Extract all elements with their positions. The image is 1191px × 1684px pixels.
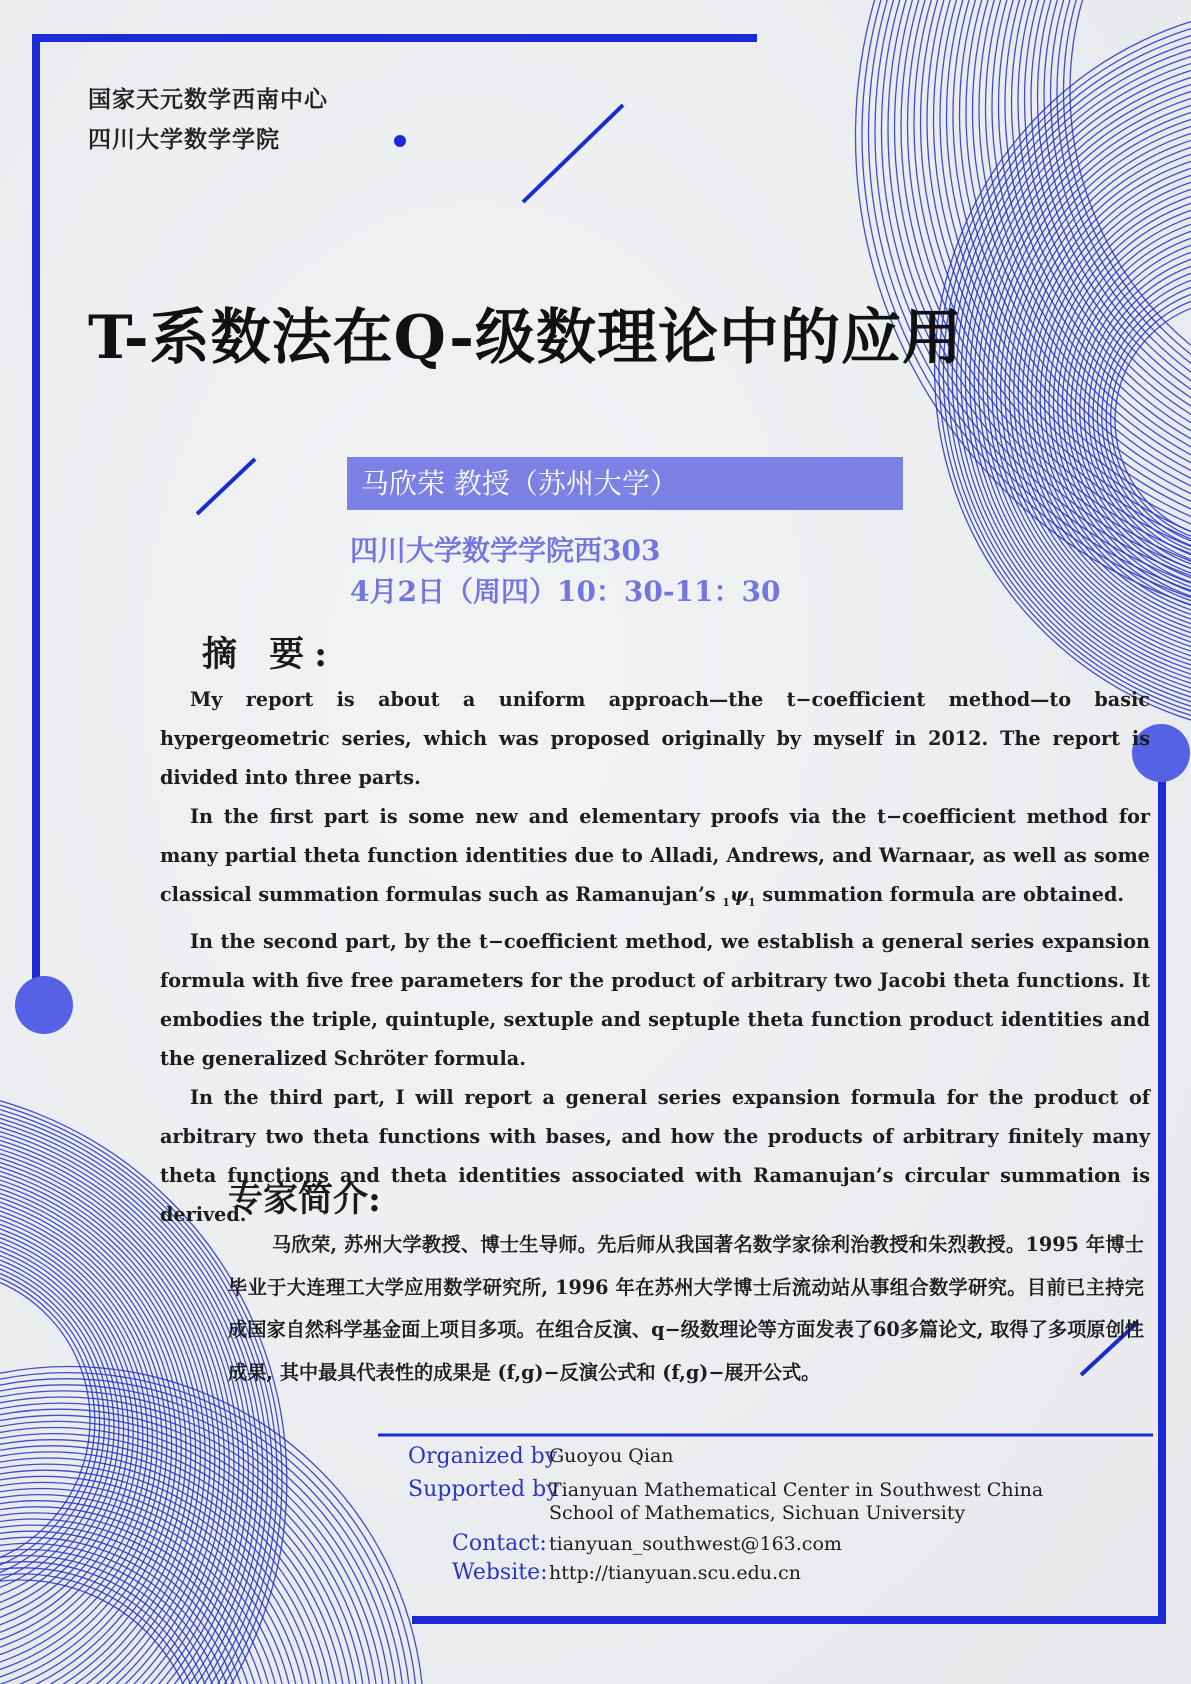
venue-location: 四川大学数学学院西303 bbox=[350, 534, 661, 567]
supported-by-value-2: School of Mathematics, Sichuan University bbox=[549, 1502, 966, 1524]
abstract-paragraph-4: In the third part, I will report a general series expansion formula for the product of arbitrary two theta functions with bases, and how the products of arbitrary finitely many theta functions and theta identities associated with Ramanujan’s circular summation is derived. bbox=[160, 1085, 1150, 1226]
slash-top bbox=[523, 105, 623, 202]
psi-right-subscript: 1 bbox=[748, 895, 756, 909]
abstract-body bbox=[160, 680, 1150, 1234]
talk-title: T-系数法在Q-级数理论中的应用 bbox=[88, 303, 963, 373]
psi-symbol: ψ bbox=[729, 883, 749, 906]
abstract-paragraph-3: In the second part, by the t−coefficient method, we establish a general series expansion formula with five free parameters for the product of arbitrary two Jacobi theta functions. It embodies the triple, quintuple, sextuple and septuple theta function product identities and the generalized Schröter formula. bbox=[160, 929, 1150, 1070]
institution-name-2: 四川大学数学学院 bbox=[88, 126, 280, 153]
organized-by-label: Organized by bbox=[408, 1444, 558, 1469]
small-dot bbox=[394, 135, 406, 147]
slash-middle bbox=[197, 459, 255, 514]
contact-label: Contact: bbox=[452, 1531, 547, 1556]
abstract-paragraph-1: My report is about a uniform approach—the t−coefficient method—to basic hypergeometric series, which was proposed originally by myself in 2012. The report is divided into three parts. bbox=[160, 688, 1150, 789]
bio-text: 马欣荣, 苏州大学教授、博士生导师。先后师从我国著名数学家徐利治教授和朱烈教授。1995 年博士毕业于大连理工大学应用数学研究所, 1996 年在苏州大学博士后流动站从事组合数学研究。目前已主持完成国家自然科学基金面上项目多项。在组合反演、q−级数理论等方面发表了60多篇论文, 取得了多项原创性成果, 其中最具代表性的成果是 (f,g)−反演公式和 (f,g)−展开公式。 bbox=[228, 1233, 1144, 1384]
line-art-curve bbox=[0, 1216, 148, 1660]
line-art-curve bbox=[0, 1452, 334, 1684]
abstract-paragraph-2-text-b: summation formula are obtained. bbox=[755, 883, 1125, 906]
supported-by-label: Supported by bbox=[408, 1477, 559, 1502]
abstract-heading: 摘 要: bbox=[202, 634, 338, 675]
left-dot bbox=[15, 976, 73, 1034]
website-link[interactable]: http://tianyuan.scu.edu.cn bbox=[549, 1562, 801, 1584]
institution-header bbox=[88, 80, 328, 160]
line-art-curve bbox=[1111, 293, 1191, 545]
institution-name-1: 国家天元数学西南中心 bbox=[88, 86, 328, 113]
venue-time: 4月2日（周四）10：30-11：30 bbox=[350, 575, 781, 608]
abstract-paragraph-2 bbox=[160, 797, 1150, 922]
website-label: Website: bbox=[452, 1560, 548, 1585]
organized-by-value: Guoyou Qian bbox=[549, 1445, 674, 1467]
psi-left-subscript: 1 bbox=[722, 895, 730, 909]
contact-email-link[interactable]: tianyuan_southwest@163.com bbox=[549, 1533, 842, 1555]
abstract-paragraph-2-text-a: In the first part is some new and elementary proofs via the t−coefficient method for many partial theta function identities due to Alladi, Andrews, and Warnaar, as well as some classical summation formulas such as Ramanujan’s bbox=[160, 805, 1150, 906]
bio-heading: 专家简介: bbox=[228, 1179, 381, 1220]
speaker-banner: 马欣荣 教授（苏州大学） bbox=[347, 457, 903, 510]
supported-by-value-1: Tianyuan Mathematical Center in Southwest China bbox=[549, 1479, 1044, 1501]
